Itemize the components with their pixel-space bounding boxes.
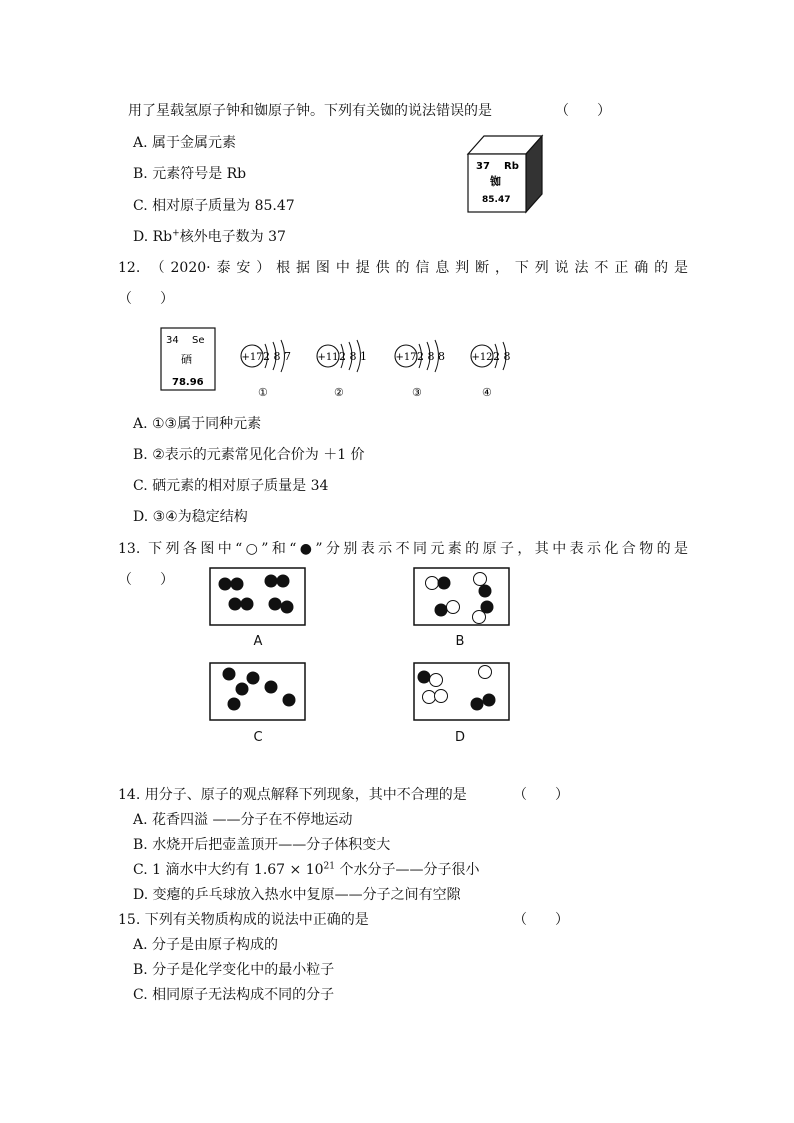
svg-text:+12: +12: [471, 352, 493, 363]
q14-stem: 14. 用分子、原子的观点解释下列现象，其中不合理的是: [118, 787, 467, 803]
se-atomic-number: 34: [166, 335, 179, 346]
atom-diagram-1: [236, 330, 296, 400]
q13-label-d: D: [454, 730, 465, 745]
q11-option-a: A. 属于金属元素: [133, 135, 237, 151]
q15-option-a: A. 分子是由原子构成的: [133, 937, 279, 953]
q11-option-b: B. 元素符号是 Rb: [133, 166, 247, 182]
q12-option-d: D. ③④为稳定结构: [133, 509, 248, 525]
q12-stem: 12. （2020·泰安）根据图中提供的信息判断，下列说法不正确的是: [118, 260, 688, 276]
q11-option-c: C. 相对原子质量为 85.47: [133, 198, 295, 214]
svg-text:+17: +17: [241, 352, 263, 363]
svg-text:②: ②: [334, 386, 344, 399]
se-name: 硒: [181, 353, 192, 366]
se-element-cell: [160, 327, 216, 391]
svg-text:2 8 7: 2 8 7: [263, 350, 291, 363]
q14-option-c: C. 1 滴水中大约有 $1.67 \times 10^{21}$ 个水分子——分子很小: [133, 861, 480, 878]
atom-diagram-2: [312, 330, 372, 400]
q13-stem: 13. 下列各图中“○”和“●”分别表示不同元素的原子，其中表示化合物的是: [118, 541, 688, 557]
q12-option-a: A. ①③属于同种元素: [133, 416, 262, 432]
q15-stem: 15. 下列有关物质构成的说法中正确的是: [118, 912, 369, 928]
svg-text:①: ①: [258, 386, 268, 399]
q13-label-a: A: [253, 634, 263, 649]
se-symbol: Se: [192, 335, 205, 346]
q11-stem: 用了星载氢原子钟和铷原子钟。下列有关铷的说法错误的是: [128, 103, 492, 119]
q14-option-a: A. 花香四溢 ——分子在不停地运动: [133, 812, 353, 828]
svg-text:2 8 8: 2 8 8: [417, 350, 445, 363]
rb-mass: 85.47: [482, 195, 511, 205]
q12-option-c: C. 硒元素的相对原子质量是 34: [133, 478, 329, 494]
q14-option-b: B. 水烧开后把壶盖顶开——分子体积变大: [133, 837, 391, 853]
rb-atomic-number: 37: [476, 161, 490, 172]
svg-text:③: ③: [412, 386, 422, 399]
rb-symbol: Rb: [504, 161, 519, 172]
atom-diagram-3: [390, 330, 450, 400]
q12-answer-paren: （ ）: [118, 291, 174, 307]
q11-answer-paren: （ ）: [555, 103, 611, 119]
q15-option-b: B. 分子是化学变化中的最小粒子: [133, 962, 335, 978]
q13-label-b: B: [455, 634, 465, 649]
molecule-box-c: [209, 662, 306, 721]
atom-diagram-4: [466, 330, 522, 400]
svg-text:2 8 1: 2 8 1: [339, 350, 367, 363]
molecule-box-b: [413, 567, 510, 626]
molecule-box-a: [209, 567, 306, 626]
q13-label-c: C: [253, 730, 263, 745]
q11-option-d: D. Rb+核外电子数为 37: [133, 228, 286, 245]
q15-answer-paren: （ ）: [513, 912, 569, 928]
svg-text:2 8: 2 8: [493, 350, 511, 363]
q15-option-c: C. 相同原子无法构成不同的分子: [133, 987, 335, 1003]
rb-element-cube: [464, 132, 546, 214]
se-mass: 78.96: [172, 377, 204, 388]
svg-text:④: ④: [482, 386, 492, 399]
molecule-box-d: [413, 662, 510, 721]
q14-answer-paren: （ ）: [513, 787, 569, 803]
svg-text:+11: +11: [317, 352, 339, 363]
q12-option-b: B. ②表示的元素常见化合价为 ＋1 价: [133, 447, 365, 463]
rb-name: 铷: [490, 175, 501, 188]
svg-text:+17: +17: [395, 352, 417, 363]
q13-answer-paren: （ ）: [118, 572, 174, 588]
q14-option-d: D. 变瘪的乒乓球放入热水中复原——分子之间有空隙: [133, 887, 461, 903]
